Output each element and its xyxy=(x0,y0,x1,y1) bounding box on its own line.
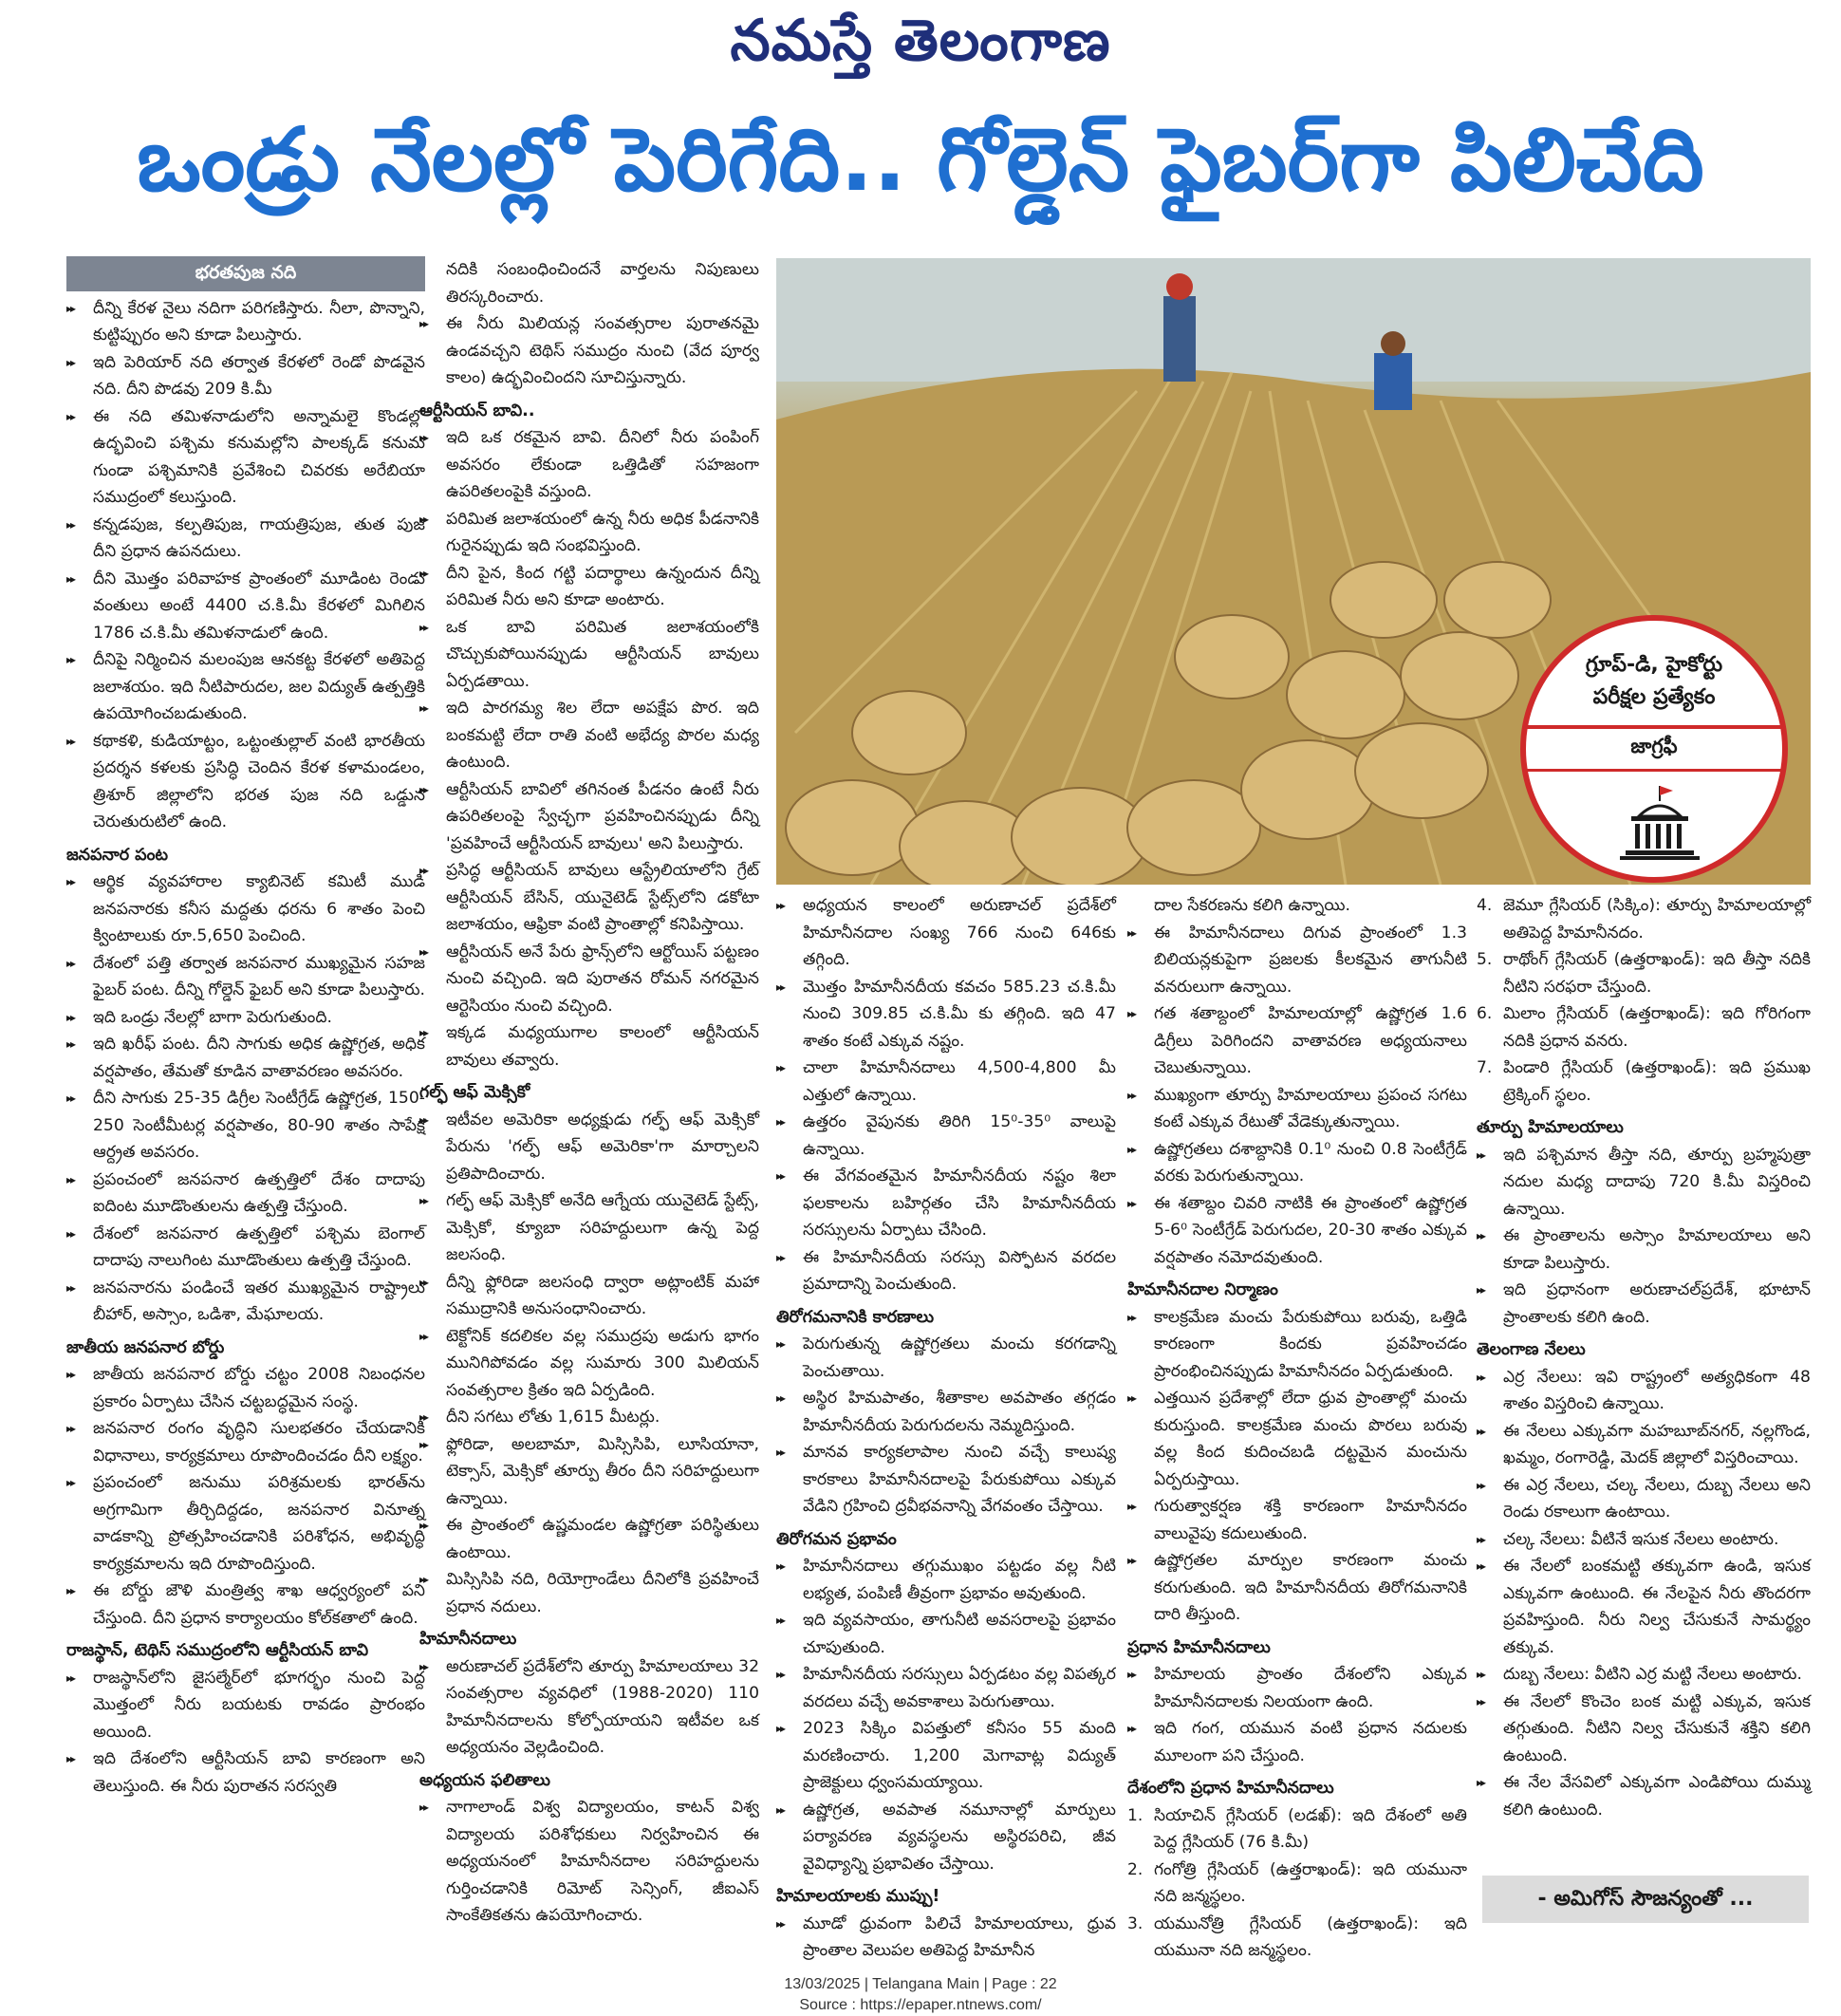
list-eastern-himalaya xyxy=(1477,1142,1811,1332)
list-item: ▸▸ అరుణాచల్ ప్రదేశ్‌లోని తూర్పు హిమాలయాలు 32 సంవత్సరాల వ్యవధిలో (1988-2020) 110 హిమానీనదాలను కోల్పోయాయని ఇటీవల ఒక అధ్యయనం వెల్లడించింది. xyxy=(419,1653,759,1762)
section-heading-glaciers: హిమానీనదాలు xyxy=(419,1630,517,1649)
list-item: ▸▸ ఈ నది తమిళనాడులోని అన్నామలై కొండల్లో ఉద్భవించి పశ్చిమ కనుమల్లోని పాలక్కడ్ కనుమ గుండా పశ్చిమానికి ప్రవేశించి చివరకు అరేబియా సముద్రంలో కలుస్తుంది. xyxy=(66,403,425,512)
list-item: ▸▸ ఉష్ణోగ్రతల మార్పుల కారణంగా మంచు కరుగుతుంది. ఇది హిమానీనదీయ తిరోగమనానికి దారి తీస్తుంది. xyxy=(1127,1547,1467,1629)
list-item: 3. యమునోత్రి గ్లేసియర్ (ఉత్తరాఖండ్): ఇది యమునా నది జన్మస్థలం. xyxy=(1127,1911,1467,1965)
list-item: ▸▸ ఇది వ్యవసాయం, తాగునీటి అవసరాలపై ప్రభావం చూపుతుంది. xyxy=(776,1607,1116,1661)
list-item: ▸▸ ఇటీవల అమెరికా అధ్యక్షుడు గల్ఫ్ ఆఫ్ మెక్సికో పేరును 'గల్ఫ్ ఆఫ్ అమెరికా'గా మార్చాలని ప్రతిపాదించారు. xyxy=(419,1107,759,1188)
list-item: ▸▸ ఇది గంగ, యమున వంటి ప్రధాన నదులకు మూలంగా పని చేస్తుంది. xyxy=(1127,1715,1467,1769)
section-box-bharathapuzha: భరతపుజ నది xyxy=(66,256,425,291)
list-glacier-formation xyxy=(1127,1304,1467,1629)
list-item: 1. సియాచిన్ గ్లేసియర్ (లడఖ్): ఇది దేశంలో అతి పెద్ద గ్లేసియర్ (76 కి.మీ) xyxy=(1127,1802,1467,1857)
list-item: ▸▸ ఈ నేలలో బంకమట్టి తక్కువగా ఉండి, ఇసుక ఎక్కువగా ఉంటుంది. ఈ నేలపైన నీరు తొందరగా ప్రవహిస్తుంది. నీరు నిల్వ చేసుకునే సామర్థ్యం తక్కువ. xyxy=(1477,1553,1811,1661)
list-item: ▸▸ ఈ నీరు మిలియన్ల సంవత్సరాల పురాతనమై ఉండవచ్చని టెథిస్ సముద్రం నుంచి (వేద పూర్వ కాలం) ఉద్భవించిందని సూచిస్తున్నారు. xyxy=(419,310,759,392)
list-item: ▸▸ ఎత్తయిన ప్రదేశాల్లో లేదా ధ్రువ ప్రాంతాల్లో మంచు కురుస్తుంది. కాలక్రమేణ మంచు పొరలు బరువు వల్ల కింద కుదించబడి దట్టమైన మంచును ఏర్పరుస్తాయి. xyxy=(1127,1385,1467,1493)
column-1 xyxy=(66,256,425,1800)
list-item: ▸▸ చల్క నేలలు: వీటినే ఇసుక నేలలు అంటారు. xyxy=(1477,1526,1811,1554)
list-item: ▸▸ ఇది ఒక రకమైన బావి. దీనిలో నీరు పంపింగ్ అవసరం లేకుండా ఒత్తిడితో సహజంగా ఉపరితలంపైకి వస్తుంది. xyxy=(419,424,759,506)
list-gulf-of-mexico xyxy=(419,1107,759,1621)
list-item: ▸▸ ఈ హిమానీనదాలు దిగువ ప్రాంతంలో 1.3 బిలియన్లకుపైగా ప్రజలకు కీలకమైన తాగునీటి వనరులుగా ఉన్నాయి. xyxy=(1127,920,1467,1001)
numbered-list-glaciers xyxy=(1127,1802,1467,1965)
list-item: ▸▸ ఈ శతాబ్దం చివరి నాటికి ఈ ప్రాంతంలో ఉష్ణోగ్రత 5-6⁰ సెంటీగ్రేడ్ పెరుగుదల, 20-30 శాతం ఎక్కువ వర్షపాతం నమోదవుతుంది. xyxy=(1127,1190,1467,1272)
list-item: ▸▸ దీని సగటు లోతు 1,615 మీటర్లు. xyxy=(419,1404,759,1431)
list-item: ▸▸ ఇక్కడ మధ్యయుగాల కాలంలో ఆర్టీసియన్ బావులు తవ్వారు. xyxy=(419,1019,759,1073)
list-item: ▸▸ ఇది పెరియార్ నది తర్వాత కేరళలో రెండో పొడవైన నది. దీని పొడవు 209 కి.మీ xyxy=(66,349,425,403)
list-item: ▸▸ ఈ వేగవంతమైన హిమానీనదీయ నష్టం శిలా ఫలకాలను బహిర్గతం చేసి హిమానీనదీయ సరస్సులను ఏర్పాటు చేసింది. xyxy=(776,1163,1116,1244)
list-item: ▸▸ ఇది ఒండ్రు నేలల్లో బాగా పెరుగుతుంది. xyxy=(66,1004,425,1032)
list-item: ▸▸ ఈ ప్రాంతాలను అస్సాం హిమాలయాలు అని కూడా పిలుస్తారు. xyxy=(1477,1223,1811,1277)
list-item: ▸▸ ఈ నేలలు ఎక్కువగా మహబూబ్‌నగర్, నల్లగొండ, ఖమ్మం, రంగారెడ్డి, మెదక్ జిల్లాలో విస్తరించాయి. xyxy=(1477,1418,1811,1472)
column-5 xyxy=(1477,892,1811,1823)
list-glaciers xyxy=(419,1653,759,1762)
list-tethys xyxy=(419,310,759,392)
list-item: 4. జెమూ గ్లేసియర్ (సిక్కిం): తూర్పు హిమాలయాల్లో అతిపెద్ద హిమానీనదం. xyxy=(1477,892,1811,946)
list-item: ▸▸ ఆర్టీసియన్ బావిలో తగినంత పీడనం ఉంటే నీరు ఉపరితలంపై స్వేచ్ఛగా ప్రవహించినప్పుడు దీన్ని 'ప్రవహించే ఆర్టీసియన్ బావులు' అని పిలుస్తారు. xyxy=(419,776,759,858)
list-item: ▸▸ దీని పైన, కింద గట్టి పదార్థాలు ఉన్నందున దీన్ని పరిమిత నీరు అని కూడా అంటారు. xyxy=(419,560,759,614)
list-item: ▸▸ 2023 సిక్కిం విపత్తులో కనీసం 55 మంది మరణించారు. 1,200 మెగావాట్ల విద్యుత్ ప్రాజెక్టులు ధ్వంసమయ్యాయి. xyxy=(776,1715,1116,1797)
special-edition-badge xyxy=(1520,615,1788,883)
list-item: ▸▸ ఫ్లోరిడా, అలబామా, మిస్సిసిపి, లూసియానా, టెక్సాస్, మెక్సికో తూర్పు తీరం దీని సరిహద్దులుగా ఉన్నాయి. xyxy=(419,1431,759,1513)
list-item: ▸▸ కథాకళి, కుడియాట్టం, ఒట్టంతుల్లాల్ వంటి భారతీయ ప్రదర్శన కళలకు ప్రసిద్ధి చెందిన కేరళ కళామండలం, త్రిశూర్ జిల్లాలోని భరత పుజ నది ఒడ్డున చెరుతురుటిలో ఉంది. xyxy=(66,728,425,836)
page-footer xyxy=(0,1974,1841,2016)
list-item: ▸▸ ఈ హిమానీనదీయ సరస్సు విస్ఫోటన వరదల ప్రమాదాన్ని పెంచుతుంది. xyxy=(776,1244,1116,1298)
section-heading-gulf-of-mexico: గల్ఫ్ ఆఫ్ మెక్సికో xyxy=(419,1083,530,1102)
list-item: ▸▸ ఒక బావి పరిమిత జలాశయంలోకి చొచ్చుకుపోయినప్పుడు ఆర్టీసియన్ బావులు ఏర్పడతాయి. xyxy=(419,614,759,696)
list-item: ▸▸ ఈ బోర్డు జౌళి మంత్రిత్వ శాఖ ఆధ్వర్యంలో పని చేస్తుంది. దీని ప్రధాన కార్యాలయం కోల్‌కతాలో ఉంది. xyxy=(66,1577,425,1632)
list-item: ▸▸ ఈ ప్రాంతంలో ఉష్ణమండల ఉష్ణోగ్రతా పరిస్థితులు ఉంటాయి. xyxy=(419,1512,759,1566)
list-item: ▸▸ ఉత్తరం వైపునకు తిరిగి 15⁰-35⁰ వాలుపై ఉన్నాయి. xyxy=(776,1109,1116,1163)
section-heading-eastern-himalaya: తూర్పు హిమాలయాలు xyxy=(1477,1118,1624,1137)
column-3 xyxy=(776,892,1116,1965)
badge-line-3: జాగ్రఫీ xyxy=(1630,735,1678,757)
list-item: ▸▸ పెరుగుతున్న ఉష్ణోగ్రతలు మంచు కరగడాన్ని పెంచుతాయి. xyxy=(776,1331,1116,1385)
section-heading-retreat-causes: తిరోగమనానికి కారణాలు xyxy=(776,1307,935,1327)
list-item: ▸▸ ఆర్థిక వ్యవహారాల క్యాబినెట్ కమిటీ ముడి జనపనారకు కనీస మద్దతు ధరను 6 శాతం పెంచి క్వింటాలుకు రూ.5,650 పెంచింది. xyxy=(66,868,425,950)
list-bharathapuzha xyxy=(66,295,425,836)
paragraph-continued: నదికి సంబంధించిందనే వార్తలను నిపుణులు తిరస్కరించారు. xyxy=(446,260,759,307)
list-item: ▸▸ దేశంలో పత్తి తర్వాత జనపనార ముఖ్యమైన సహజ ఫైబర్ పంట. దీన్ని గోల్డెన్ ఫైబర్ అని కూడా పిలుస్తారు. xyxy=(66,950,425,1004)
list-item: ▸▸ గురుత్వాకర్షణ శక్తి కారణంగా హిమానీనదం వాలువైపు కదులుతుంది. xyxy=(1127,1493,1467,1547)
list-telangana-soils xyxy=(1477,1364,1811,1824)
list-item: ▸▸ హిమానీనదీయ సరస్సులు ఏర్పడటం వల్ల విపత్కర వరదలు వచ్చే అవకాశాలు పెరుగుతాయి. xyxy=(776,1661,1116,1715)
list-item: ▸▸ దేశంలో జనపనార ఉత్పత్తిలో పశ్చిమ బెంగాల్ దాదాపు నాలుగింట మూడొంతులు ఉత్పత్తి చేస్తుంది. xyxy=(66,1221,425,1275)
footer-edition-info: 13/03/2025 | Telangana Main | Page : 22 xyxy=(784,1976,1057,1992)
list-item: ▸▸ హిమానీనదాలు తగ్గుముఖం పట్టడం వల్ల నీటి లభ్యత, పంపిణీ తీవ్రంగా ప్రభావం అవుతుంది. xyxy=(776,1553,1116,1607)
list-item: ▸▸ ఇది ఖరీఫ్ పంట. దీని సాగుకు అధిక ఉష్ణోగ్రత, అధిక వర్షపాతం, తేమతో కూడిన వాతావరణం అవసరం. xyxy=(66,1031,425,1085)
list-item: ▸▸ మిస్సిసిపి నది, రియోగ్రాండేలు దీనిలోకి ప్రవహించే ప్రధాన నదులు. xyxy=(419,1566,759,1620)
list-item: ▸▸ టెక్టోనిక్ కదలికల వల్ల సముద్రపు అడుగు భాగం మునిగిపోవడం వల్ల సుమారు 300 మిలియన్ సంవత్సరాల క్రితం ఇది ఏర్పడింది. xyxy=(419,1323,759,1405)
list-item: ▸▸ ప్రపంచంలో జనపనార ఉత్పత్తిలో దేశం దాదాపు ఐదింట మూడొంతులను ఉత్పత్తి చేస్తుంది. xyxy=(66,1167,425,1221)
list-himalaya-water xyxy=(1127,920,1467,1272)
list-arunachal-glaciers xyxy=(776,892,1116,1298)
list-item: ▸▸ కన్నడపుజ, కల్పతిపుజ, గాయత్రిపుజ, తుత పుజ దీని ప్రధాన ఉపనదులు. xyxy=(66,512,425,566)
courtesy-credit: - అమిగోస్ సౌజన్యంతో ... xyxy=(1482,1876,1809,1923)
list-item: ▸▸ దీని మొత్తం పరివాహక ప్రాంతంలో మూడింట రెండు వంతులు అంటే 4400 చ.కి.మీ కేరళలో మిగిలిన 1786 చ.కి.మీ తమిళనాడులో ఉంది. xyxy=(66,566,425,647)
section-heading-india-glaciers: దేశంలోని ప్రధాన హిమానీనదాలు xyxy=(1127,1779,1334,1798)
section-heading-telangana-soils: తెలంగాణ నేలలు xyxy=(1477,1340,1586,1359)
list-item: ▸▸ దుబ్బ నేలలు: వీటిని ఎర్ర మట్టి నేలలు అంటారు. xyxy=(1477,1661,1811,1689)
list-item: 6. మిలాం గ్లేసియర్ (ఉత్తరాఖండ్): ఇది గోరిగంగా నదికి ప్రధాన వనరు. xyxy=(1477,1000,1811,1055)
parliament-icon xyxy=(1612,784,1707,860)
section-heading-jute-board: జాతీయ జనపనార బోర్డు xyxy=(66,1337,225,1357)
list-item: 2. గంగోత్రి గ్లేసియర్ (ఉత్తరాఖండ్): ఇది యమునా నది జన్మస్థలం. xyxy=(1127,1857,1467,1911)
list-jute-board xyxy=(66,1361,425,1632)
list-item: ▸▸ ప్రపంచంలో జనుము పరిశ్రమలకు భారత్‌ను అగ్రగామిగా తీర్చిదిద్దడం, జనపనార వినూత్న వాడకాన్ని ప్రోత్సహించడానికి పరిశోధన, అభివృద్ధి కార్యక్రమాలను ఇది రూపొందిస్తుంది. xyxy=(66,1469,425,1577)
list-artesian-well xyxy=(419,424,759,1073)
list-item: ▸▸ ఇది పశ్చిమాన తీస్తా నది, తూర్పు బ్రహ్మపుత్రా నదుల మధ్య దాదాపు 720 కి.మీ విస్తరించి ఉన్నాయి. xyxy=(1477,1142,1811,1223)
list-item: ▸▸ దీనిపై నిర్మించిన మలంపుజ ఆనకట్ట కేరళలో అతిపెద్ద జలాశయం. ఇది నీటిపారుదల, జల విద్యుత్ ఉత్పత్తికి ఉపయోగించబడుతుంది. xyxy=(66,646,425,728)
badge-divider xyxy=(1526,725,1782,729)
badge-divider-2 xyxy=(1526,769,1782,772)
section-heading-himalaya-threat: హిమాలయాలకు ముప్పు! xyxy=(776,1887,940,1906)
list-major-glaciers xyxy=(1127,1661,1467,1769)
list-item: ▸▸ ఆర్టీసియన్ అనే పేరు ఫ్రాన్స్‌లోని ఆర్టోయిస్ పట్టణం నుంచి వచ్చింది. ఇది పురాతన రోమన్ నగరమైన ఆర్టెసియం నుంచి వచ్చింది. xyxy=(419,939,759,1020)
list-item: ▸▸ రాజస్థాన్‌లోని జైసల్మేర్‌లో భూగర్భం నుంచి పెద్ద మొత్తంలో నీరు బయటకు రావడం ప్రారంభం అయింది. xyxy=(66,1665,425,1746)
list-item: ▸▸ దీన్ని కేరళ నైలు నదిగా పరిగణిస్తారు. నీలా, పొన్నాని, కుట్టిప్పురం అని కూడా పిలుస్తారు. xyxy=(66,295,425,349)
section-heading-retreat-impact: తిరోగమన ప్రభావం xyxy=(776,1529,897,1549)
list-item: ▸▸ నాగాలాండ్ విశ్వ విద్యాలయం, కాటన్ విశ్వ విద్యాలయ పరిశోధకులు నిర్వహించిన ఈ అధ్యయనంలో హిమానీనదాల సరిహద్దులను గుర్తించడానికి రిమోట్ సెన్సింగ్, జీఐఎస్ సాంకేతికతను ఉపయోగించారు. xyxy=(419,1794,759,1930)
list-item: ▸▸ ఇది పారగమ్య శిల లేదా అపక్షేప పొర. ఇది బంకమట్టి లేదా రాతి వంటి అభేద్య పొరల మధ్య ఉంటుంది. xyxy=(419,695,759,776)
list-item: ▸▸ ఈ నేలలో కొంచెం బంక మట్టి ఎక్కువ, ఇసుక తగ్గుతుంది. నీటిని నిల్వ చేసుకునే శక్తిని కలిగి ఉంటుంది. xyxy=(1477,1689,1811,1770)
list-rajasthan-well xyxy=(66,1665,425,1801)
paragraph-continued: దాల సేకరణను కలిగి ఉన్నాయి. xyxy=(1154,896,1350,915)
list-item: ▸▸ జనపనారను పండించే ఇతర ముఖ్యమైన రాష్ట్రాలు బీహార్, అస్సాం, ఒడిశా, మేఘాలయ. xyxy=(66,1275,425,1329)
section-heading-glacier-formation: హిమానీనదాల నిర్మాణం xyxy=(1127,1280,1278,1299)
list-item: ▸▸ హిమాలయ ప్రాంతం దేశంలోని ఎక్కువ హిమానీనదాలకు నిలయంగా ఉంది. xyxy=(1127,1661,1467,1715)
section-heading-artesian-well: ఆర్టీసియన్ బావి.. xyxy=(419,401,535,420)
list-item: ▸▸ దీన్ని ఫ్లోరిడా జలసంధి ద్వారా అట్లాంటిక్ మహా సముద్రానికి అనుసంధానించారు. xyxy=(419,1269,759,1323)
list-item: 7. పిండారి గ్లేసియర్ (ఉత్తరాఖండ్): ఇది ప్రముఖ ట్రెక్కింగ్ స్థలం. xyxy=(1477,1055,1811,1109)
list-item: ▸▸ మూడో ధ్రువంగా పిలిచే హిమాలయాలు, ధ్రువ ప్రాంతాల వెలుపల అతిపెద్ద హిమానీన xyxy=(776,1911,1116,1965)
column-2 xyxy=(419,256,759,1930)
section-heading-rajasthan-well: రాజస్థాన్, టెథిస్ సముద్రంలోని ఆర్టీసియన్ బావి xyxy=(66,1641,369,1660)
footer-source-link[interactable]: Source : https://epaper.ntnews.com/ xyxy=(799,1997,1042,2013)
list-jute xyxy=(66,868,425,1329)
list-item: ▸▸ ఈ ఎర్ర నేలలు, చల్క నేలలు, దుబ్బ నేలలు అని రెండు రకాలుగా ఉంటాయి. xyxy=(1477,1472,1811,1526)
list-item: ▸▸ గత శతాబ్దంలో హిమాలయాల్లో ఉష్ణోగ్రత 1.6 డిగ్రీలు పెరిగిందని వాతావరణ అధ్యయనాలు చెబుతున్నాయి. xyxy=(1127,1000,1467,1082)
list-himalaya-threat xyxy=(776,1911,1116,1965)
list-item: ▸▸ జాతీయ జనపనార బోర్డు చట్టం 2008 నిబంధనల ప్రకారం ఏర్పాటు చేసిన చట్టబద్ధమైన సంస్థ. xyxy=(66,1361,425,1415)
list-item: ▸▸ ఎర్ర నేలలు: ఇవి రాష్ట్రంలో అత్యధికంగా 48 శాతం విస్తరించి ఉన్నాయి. xyxy=(1477,1364,1811,1418)
list-retreat-impact xyxy=(776,1553,1116,1877)
section-heading-jute: జనపనార పంట xyxy=(66,845,168,865)
list-item: ▸▸ మొత్తం హిమానీనదీయ కవచం 585.23 చ.కి.మీ నుంచి 309.85 చ.కి.మీ కు తగ్గింది. ఇది 47 శాతం కంటే ఎక్కువ నష్టం. xyxy=(776,974,1116,1055)
list-item: ▸▸ మానవ కార్యకలాపాల నుంచి వచ్చే కాలుష్య కారకాలు హిమానీనదాలపై పేరుకుపోయి ఎక్కువ వేడిని గ్రహించి ద్రవీభవనాన్ని వేగవంతం చేస్తాయి. xyxy=(776,1439,1116,1521)
badge-line-2: పరీక్షల ప్రత్యేకం xyxy=(1592,685,1716,709)
list-item: ▸▸ ఈ నేల వేసవిలో ఎక్కువగా ఎండిపోయి దుమ్ము కలిగి ఉంటుంది. xyxy=(1477,1769,1811,1823)
list-item: ▸▸ ఉష్ణోగ్రతలు దశాబ్దానికి 0.1⁰ నుంచి 0.8 సెంటీగ్రేడ్ వరకు పెరుగుతున్నాయి. xyxy=(1127,1136,1467,1190)
list-item: ▸▸ చాలా హిమానీనదాలు 4,500-4,800 మీ ఎత్తులో ఉన్నాయి. xyxy=(776,1055,1116,1109)
masthead-logo: నమస్తే తెలంగాణ xyxy=(730,8,1111,74)
list-item: ▸▸ ఇది ప్రధానంగా అరుణాచల్‌ప్రదేశ్, భూటాన్ ప్రాంతాలకు కలిగి ఉంది. xyxy=(1477,1277,1811,1331)
section-heading-major-glaciers: ప్రధాన హిమానీనదాలు xyxy=(1127,1637,1271,1657)
badge-line-1: గ్రూప్-డి, హైకోర్టు xyxy=(1585,653,1723,677)
list-study-results xyxy=(419,1794,759,1930)
list-item: ▸▸ అధ్యయన కాలంలో అరుణాచల్ ప్రదేశ్‌లో హిమానీనదాల సంఖ్య 766 నుంచి 646కు తగ్గింది. xyxy=(776,892,1116,974)
list-item: ▸▸ పరిమిత జలాశయంలో ఉన్న నీరు అధిక పీడనానికి గురైనప్పుడు ఇది సంభవిస్తుంది. xyxy=(419,506,759,560)
column-4 xyxy=(1127,892,1467,1965)
list-item: ▸▸ ముఖ్యంగా తూర్పు హిమాలయాలు ప్రపంచ సగటు కంటే ఎక్కువ రేటుతో వేడెక్కుతున్నాయి. xyxy=(1127,1082,1467,1136)
list-item: 5. రాథోంగ్ గ్లేసియర్ (ఉత్తరాఖండ్): ఇది తీస్తా నదికి నీటిని సరఫరా చేస్తుంది. xyxy=(1477,946,1811,1000)
list-item: ▸▸ దీని సాగుకు 25-35 డిగ్రీల సెంటీగ్రేడ్ ఉష్ణోగ్రత, 150-250 సెంటీమీటర్ల వర్షపాతం, 80-90 శాతం సాపేక్ష ఆర్ద్రత అవసరం. xyxy=(66,1085,425,1167)
list-retreat-causes xyxy=(776,1331,1116,1521)
list-item: ▸▸ గల్ఫ్ ఆఫ్ మెక్సికో అనేది ఆగ్నేయ యునైటెడ్ స్టేట్స్, మెక్సికో, క్యూబా సరిహద్దులుగా ఉన్న పెద్ద జలసంధి. xyxy=(419,1187,759,1269)
numbered-list-glaciers-continued xyxy=(1477,892,1811,1109)
list-item: ▸▸ జనపనార రంగం వృద్ధిని సులభతరం చేయడానికి విధానాలు, కార్యక్రమాలు రూపొందించడం దీని లక్ష్యం. xyxy=(66,1415,425,1469)
list-item: ▸▸ కాలక్రమేణ మంచు పేరుకుపోయి బరువు, ఒత్తిడి కారణంగా కిందకు ప్రవహించడం ప్రారంభించినప్పుడు హిమానీనదం ఏర్పడుతుంది. xyxy=(1127,1304,1467,1386)
list-item: ▸▸ ప్రసిద్ధ ఆర్టీసియన్ బావులు ఆస్ట్రేలియాలోని గ్రేట్ ఆర్టీసియన్ బేసిన్, యునైటెడ్ స్టేట్స్‌లోని డకోటా జలాశయం, ఆఫ్రికా వంటి ప్రాంతాల్లో కనిపిస్తాయి. xyxy=(419,857,759,939)
page-headline: ఒండ్రు నేలల్లో పెరిగేది.. గోల్డెన్ ఫైబర్‌గా పిలిచేది xyxy=(137,109,1704,211)
list-item: ▸▸ అస్థిర హిమపాతం, శీతాకాల అవపాతం తగ్గడం హిమానీనదీయ పెరుగుదలను నెమ్మదిస్తుంది. xyxy=(776,1385,1116,1439)
section-heading-study-results: అధ్యయన ఫలితాలు xyxy=(419,1770,550,1790)
list-item: ▸▸ ఇది దేశంలోని ఆర్టీసియన్ బావి కారణంగా అని తెలుస్తుంది. ఈ నీరు పురాతన సరస్వతి xyxy=(66,1745,425,1800)
list-item: ▸▸ ఉష్ణోగ్రత, అవపాత నమూనాల్లో మార్పులు పర్యావరణ వ్యవస్థలను అస్థిరపరిచి, జీవ వైవిధ్యాన్ని ప్రభావితం చేస్తాయి. xyxy=(776,1797,1116,1878)
